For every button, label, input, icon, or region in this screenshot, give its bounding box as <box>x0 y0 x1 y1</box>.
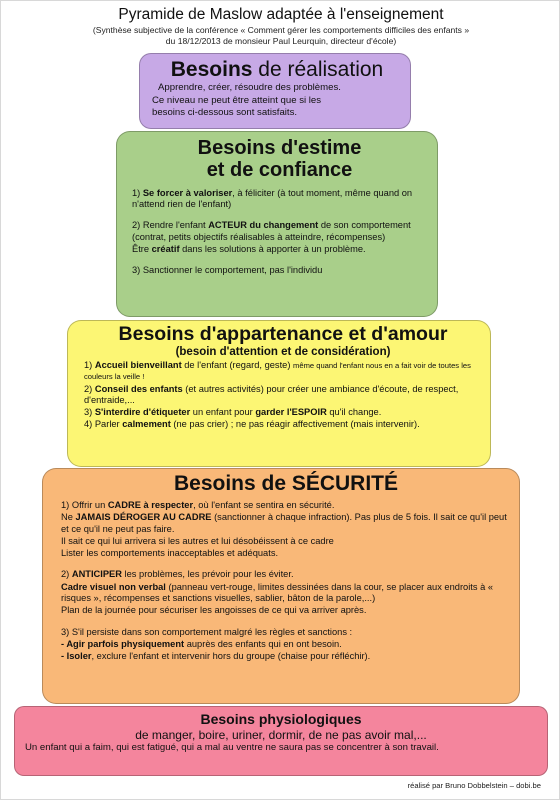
realisation-title-rest: de réalisation <box>252 58 384 81</box>
estime-item-1-prefix: 1) <box>132 188 143 198</box>
estime-title-line-1: Besoins d'estime <box>197 137 362 159</box>
securite-item-1 <box>61 500 511 511</box>
realisation-title-bold: Besoins <box>170 58 253 81</box>
securite-title: Besoins de SÉCURITÉ <box>173 472 399 495</box>
securite-item-2b <box>61 582 511 605</box>
estime-title-line-2: et de confiance <box>206 159 353 181</box>
securite-item-3c-bold: - Isoler <box>61 651 92 662</box>
estime-item-2b-bold: créatif <box>151 243 180 254</box>
securite-item-3b-rest: auprès des enfants qui en ont besoin. <box>184 638 342 649</box>
appartenance-item-4-bold: calmement <box>122 419 171 430</box>
appartenance-item-3-prefix: 3) <box>84 407 95 418</box>
securite-item-3c <box>61 651 511 662</box>
securite-item-3b <box>61 639 511 650</box>
estime-item-1 <box>132 188 427 210</box>
securite-item-2b-bold: Cadre visuel non verbal <box>61 581 166 592</box>
securite-item-1c: Il sait ce qui lui arrivera si les autres et lui désobéissent à ce cadre <box>61 535 334 546</box>
author-credit: réalisé par Bruno Dobbelstein – dobi.be <box>407 781 541 790</box>
subtitle-line-1: (Synthèse subjective de la conférence « Comment gérer les comportements difficiles des enfants » <box>92 25 470 35</box>
estime-item-1-bold: Se forcer à valoriser <box>142 188 233 198</box>
page-subtitle <box>1 25 560 46</box>
appartenance-item-2-prefix: 2) <box>84 383 95 394</box>
estime-title <box>132 136 427 181</box>
estime-item-2-rest: de son comportement (contrat, petits objectifs réalisables à atteindre, récompenses) <box>132 220 411 242</box>
realisation-line-1: Apprendre, créer, résoudre des problèmes. <box>158 82 341 93</box>
securite-item-3: 3) S'il persiste dans son comportement malgré les règles et sanctions : <box>61 626 353 637</box>
estime-item-2-bold: ACTEUR du changement <box>208 220 319 231</box>
appartenance-item-1-rest: de l'enfant (regard, geste) <box>181 360 294 370</box>
page-title: Pyramide de Maslow adaptée à l'enseignement <box>118 6 444 23</box>
level-securite <box>42 468 520 704</box>
appartenance-item-2 <box>84 384 482 407</box>
securite-item-3c-rest: , exclure l'enfant et intervenir hors du groupe (chaise pour réfléchir). <box>91 651 371 662</box>
estime-item-2b-prefix: Être <box>132 243 152 254</box>
appartenance-item-3-mid: un enfant pour <box>190 407 256 418</box>
securite-item-2b-rest: (panneau vert-rouge, limites dessinées dans la cour, se placer aux endroits à « risques », récompenses et sanctions visuelles, sablier, bâton de la parole,...) <box>61 581 494 604</box>
securite-item-1-rest: , où l'enfant se sentira en sécurité. <box>193 500 335 510</box>
estime-item-2b <box>132 244 427 255</box>
securite-item-1-bold: CADRE à respecter <box>107 500 194 510</box>
subtitle-line-2: du 18/12/2013 de monsieur Paul Leurquin, directeur d'école) <box>165 35 397 46</box>
securite-item-1b-prefix: Ne <box>61 512 76 523</box>
appartenance-item-1-prefix: 1) <box>84 360 95 370</box>
securite-item-1-prefix: 1) Offrir un <box>61 500 108 510</box>
estime-item-2b-rest: dans les solutions à apporter à un problème. <box>179 243 366 254</box>
appartenance-subtitle: (besoin d'attention et de considération) <box>175 346 391 358</box>
appartenance-item-4-prefix: 4) Parler <box>84 419 123 430</box>
appartenance-item-3-bold2: garder l'ESPOIR <box>255 407 327 418</box>
realisation-title <box>152 58 402 82</box>
securite-item-1b <box>61 512 511 535</box>
realisation-line-3: besoins ci-dessous sont satisfaits. <box>152 107 298 118</box>
appartenance-item-3 <box>84 407 482 418</box>
appartenance-item-1 <box>84 360 482 383</box>
physiologiques-text: Un enfant qui a faim, qui est fatigué, qui a mal au ventre ne saura pas se concentrer à son travail. <box>25 742 439 753</box>
level-appartenance <box>67 320 491 467</box>
securite-item-3b-bold: - Agir parfois physiquement <box>61 638 185 649</box>
physiologiques-subtitle: de manger, boire, uriner, dormir, de ne pas avoir mal,... <box>135 728 427 742</box>
appartenance-item-2-rest: (et autres activités) pour créer une ambiance d'écoute, de respect, d'entraide,... <box>84 383 459 405</box>
appartenance-item-4-rest: (ne pas crier) ; ne pas réagir affectivement (mais intervenir). <box>170 419 420 430</box>
appartenance-item-2-bold: Conseil des enfants <box>94 383 183 394</box>
securite-item-1d: Lister les comportements inacceptables et adéquats. <box>61 548 279 559</box>
appartenance-item-4 <box>84 419 482 430</box>
estime-item-2-prefix: 2) Rendre l'enfant <box>132 220 209 231</box>
estime-item-1-rest: , à féliciter (à tout moment, même quand on n'attend rien de l'enfant) <box>132 188 413 210</box>
securite-item-2c: Plan de la journée pour sécuriser les angoisses de ce qui va arriver après. <box>61 605 367 616</box>
level-estime <box>116 131 438 317</box>
estime-item-2 <box>132 220 427 242</box>
appartenance-item-1-bold: Accueil bienveillant <box>94 360 182 370</box>
appartenance-item-3-rest: qu'il change. <box>326 407 382 418</box>
level-realisation <box>139 53 411 129</box>
securite-item-2 <box>61 569 511 580</box>
level-physiologiques <box>14 706 548 776</box>
securite-item-2-bold: ANTICIPER <box>71 569 122 580</box>
appartenance-title: Besoins d'appartenance et d'amour <box>118 323 448 345</box>
realisation-line-2: Ce niveau ne peut être atteint que si les <box>152 94 322 106</box>
appartenance-item-3-bold: S'interdire d'étiqueter <box>94 407 191 418</box>
securite-item-1b-bold: JAMAIS DÉROGER AU CADRE <box>75 512 212 523</box>
physiologiques-title: Besoins physiologiques <box>200 711 362 727</box>
estime-item-3: 3) Sanctionner le comportement, pas l'individu <box>132 265 323 276</box>
securite-item-2-prefix: 2) <box>61 569 72 580</box>
securite-item-1b-rest: (sanctionner à chaque infraction). Pas plus de 5 fois. Il sait ce qu'il peut et ce qu'il ne peut pas faire. <box>61 512 507 534</box>
appartenance-item-1-small: même quand l'enfant nous en a fait voir de toutes les couleurs la veille ! <box>84 361 471 382</box>
securite-item-2-rest: les problèmes, les prévoir pour les éviter. <box>121 569 294 580</box>
